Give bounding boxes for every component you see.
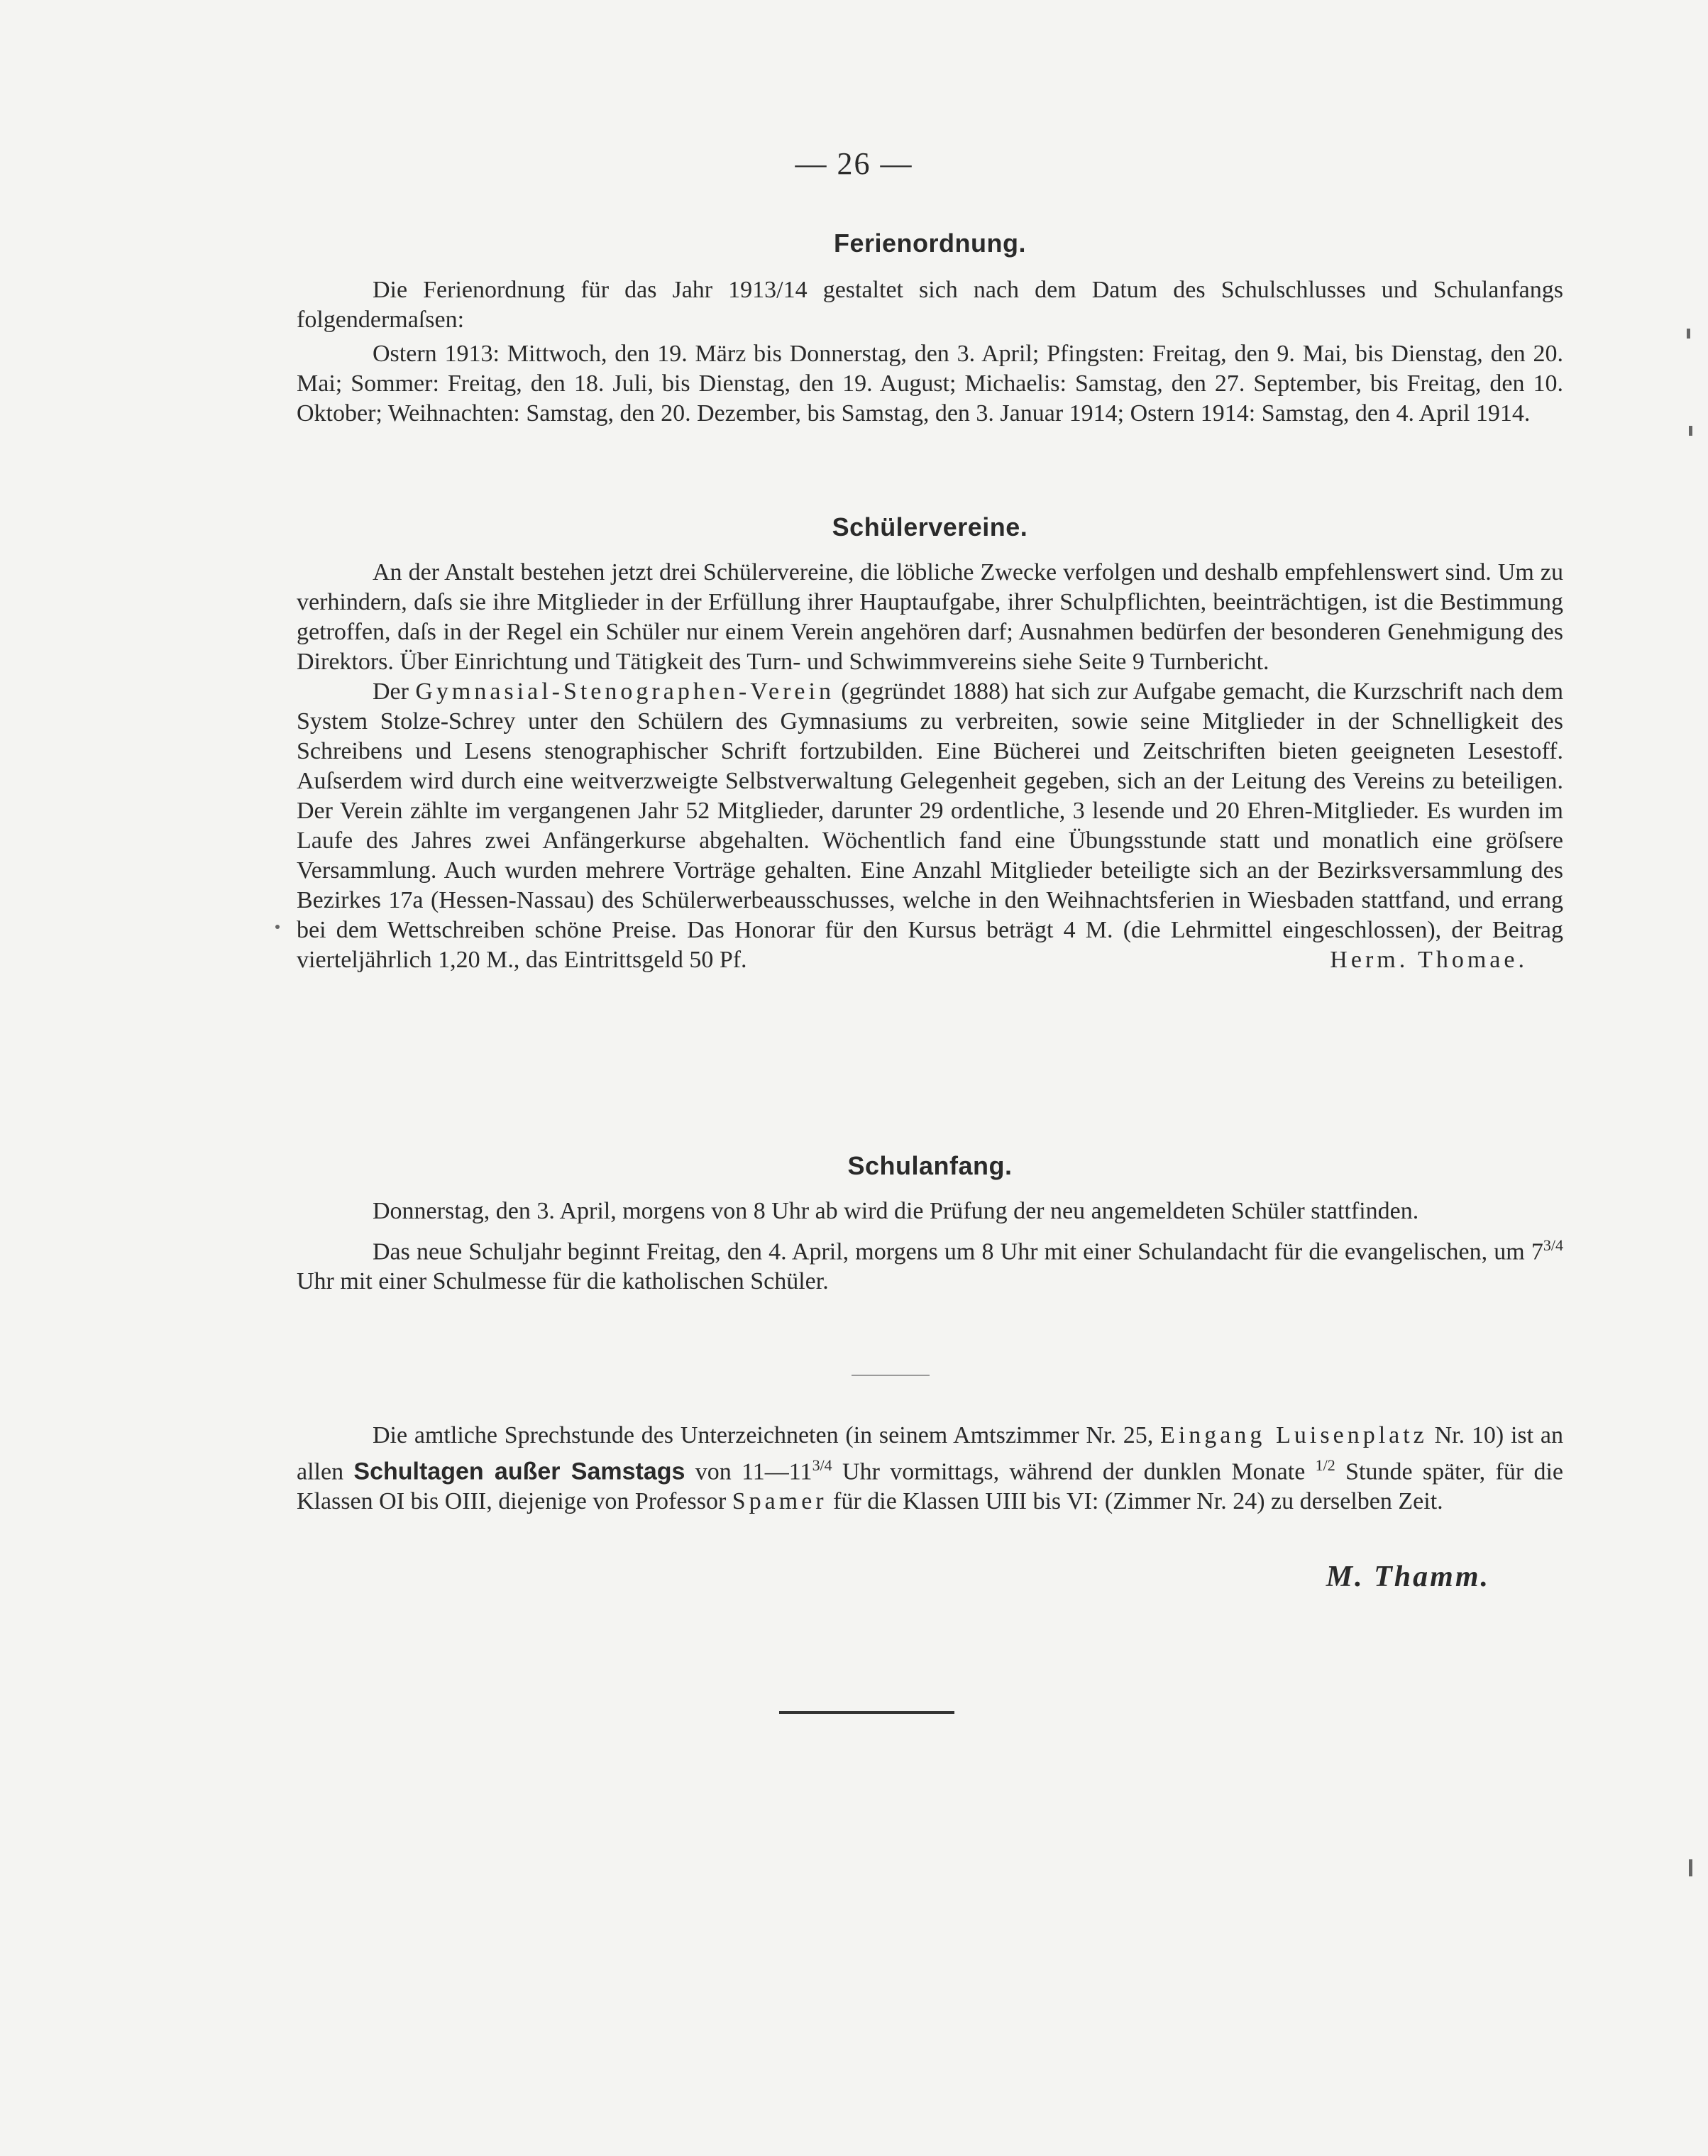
separator-rule	[852, 1375, 930, 1376]
scan-speck	[1689, 1859, 1692, 1876]
verein-name: Gymnasial-Stenographen-Verein	[415, 678, 834, 705]
section-ferienordnung	[297, 226, 1563, 429]
anfang-p2-b: Uhr mit einer Schulmesse für die katholischen Schüler.	[297, 1268, 829, 1295]
sprech-bold: Schultagen außer Samstags	[353, 1458, 685, 1485]
vereine-p2-lead: Der	[373, 678, 409, 705]
signature: M. Thamm.	[1326, 1561, 1490, 1593]
anfang-paragraph-1: Donnerstag, den 3. April, morgens von 8 Uhr ab wird die Prüfung der neu angemeldeten Schüler stattfinden.	[373, 1198, 1419, 1224]
section-schulanfang	[297, 1148, 1563, 1297]
sprech-spamer: Spamer	[732, 1488, 827, 1515]
ferien-paragraph-1: Die Ferienordnung für das Jahr 1913/14 gestaltet sich nach dem Datum des Schulschlusses und Schulanfangs folgendermaſsen:	[297, 277, 1563, 333]
vereine-paragraph-1: An der Anstalt bestehen jetzt drei Schülervereine, die löbliche Zwecke verfolgen und deshalb empfehlenswert sind. Um zu verhindern, daſs sie ihre Mitglieder in der Erfüllung ihrer Hauptaufgabe, ihrer Schulpflichten, beeinträchtigen, ist die Bestimmung getroffen, daſs in der Regel ein Schüler nur einem Verein angehören darf; Ausnahmen bedürfen der besonderen Genehmigung des Direktors. Über Einrichtung und Tätigkeit des Turn- und Schwimmvereins siehe Seite 9 Turnbericht.	[297, 559, 1563, 675]
heading-ferienordnung: Ferienordnung.	[834, 229, 1026, 258]
vereine-p2-rest: (gegründet 1888) hat sich zur Aufgabe gemacht, die Kurzschrift nach dem System Stolze-Schrey unter den Schülern des Gymnasiums zu verbreiten, sowie seine Mitglieder in der Schnelligkeit des Schreibens und Lesens stenographischer Schrift fortzubilden. Eine Bücherei und Zeitschriften bieten geeigneten Lesestoff. Auſserdem wird durch eine weitverzweigte Selbstverwaltung Gelegenheit gegeben, sich an der Leitung des Vereins zu beteiligen. Der Verein zählte im vergangenen Jahr 52 Mitglieder, darunter 29 ordentliche, 3 lesende und 20 Ehren-Mitglieder. Es wurden im Laufe des Jahres zwei Anfängerkurse abgehalten. Wöchentlich fand eine Übungsstunde statt und monatlich eine gröſsere Versammlung. Auch wurden mehrere Vorträge gehalten. Eine Anzahl Mitglieder beteiligte sich an der Bezirksversammlung des Bezirkes 17a (Hessen-Nassau) des Schülerwerbeausschusses, welche in den Weihnachtsferien in Wiesbaden stattfand, und errang bei dem Wettschreiben schöne Preise. Das Honorar für den Kursus beträgt 4 M. (die Lehrmittel eingeschlossen), der Beitrag vierteljährlich 1,20 M., das Eintrittsgeld 50 Pf.	[297, 678, 1564, 973]
sprech-a: Die amtliche Sprechstunde des Unterzeichneten (in seinem Amtszimmer Nr. 25,	[373, 1422, 1154, 1448]
scan-speck	[1689, 426, 1692, 436]
sprech-d-fraction: 1/2	[1315, 1456, 1335, 1474]
sprech-eingang: Eingang Luisenplatz	[1160, 1422, 1428, 1448]
section-schuelervereine	[297, 510, 1563, 975]
fraction-3-4: 3/4	[1543, 1236, 1563, 1254]
sprech-e: Stunde später, für die Klassen OI bis OIII, diejenige von Professor	[297, 1458, 1564, 1515]
anfang-p2-a: Das neue Schuljahr beginnt Freitag, den 4. April, morgens um 8 Uhr mit einer Schulandacht für die evangelischen, um 7	[373, 1238, 1543, 1265]
sprech-c: von 11—11	[695, 1458, 812, 1485]
vereine-paragraph-2	[297, 677, 1563, 975]
heading-schuelervereine: Schülervereine.	[832, 512, 1028, 541]
anfang-paragraph-2	[297, 1231, 1563, 1297]
sprechstunde-paragraph	[297, 1421, 1563, 1517]
scan-speck	[1687, 329, 1690, 339]
ferien-paragraph-2: Ostern 1913: Mittwoch, den 19. März bis Donnerstag, den 3. April; Pfingsten: Freitag, den 9. Mai, bis Dienstag, den 20. Mai; Sommer: Freitag, den 18. Juli, bis Dienstag, den 19. August; Michaelis: Samstag, den 27. September, bis Freitag, den 10. Oktober; Weihnachten: Samstag, den 20. Dezember, bis Samstag, den 3. Januar 1914; Ostern 1914: Samstag, den 4. April 1914.	[297, 341, 1563, 427]
sprech-d: Uhr vormittags, während der dunklen Monate	[842, 1458, 1306, 1485]
scan-speck	[275, 925, 280, 929]
sprech-b: Nr. 10) ist an allen	[297, 1422, 1563, 1485]
sprech-f: für die Klassen UIII bis VI: (Zimmer Nr. 24) zu derselben Zeit.	[833, 1488, 1443, 1515]
sprech-c-fraction: 3/4	[812, 1456, 832, 1474]
vereine-author: Herm. Thomae.	[1330, 947, 1528, 973]
heading-schulanfang: Schulanfang.	[847, 1151, 1013, 1180]
section-sprechstunde	[297, 1421, 1563, 1517]
page-number: — 26 —	[795, 146, 913, 181]
end-rule	[779, 1711, 954, 1714]
